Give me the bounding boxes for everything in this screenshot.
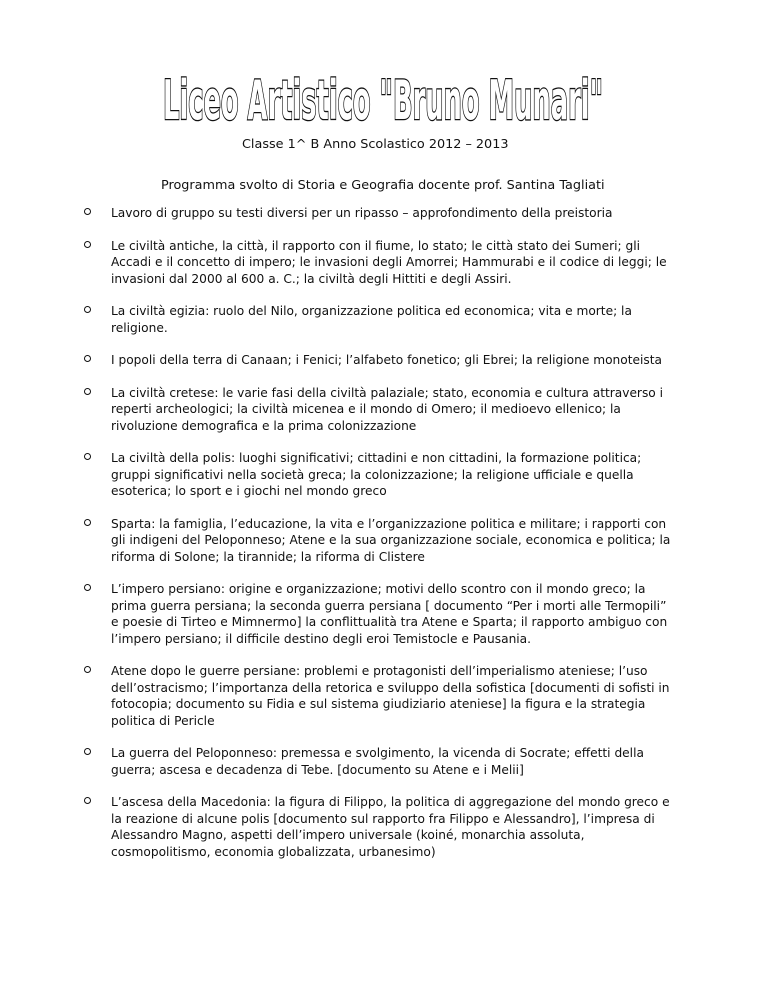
- circle-bullet-icon: [84, 584, 91, 591]
- program-topic-list: [111, 205, 671, 860]
- list-item: La civiltà cretese: le varie fasi della civiltà palaziale; stato, economia e cultura attraverso i reperti archeologici; la civiltà micenea e il mondo di Omero; il medioevo ellenico; la rivoluzione demografica e la prima colonizzazione: [111, 385, 671, 435]
- circle-bullet-icon: [84, 797, 91, 804]
- school-title: Liceo Artistico "Bruno Munari": [163, 69, 603, 130]
- circle-bullet-icon: [84, 208, 91, 215]
- school-title-logo: [158, 64, 608, 130]
- circle-bullet-icon: [84, 453, 91, 460]
- circle-bullet-icon: [84, 388, 91, 395]
- program-line: Programma svolto di Storia e Geografia docente prof. Santina Tagliati: [161, 178, 605, 193]
- class-year-line: Classe 1^ B Anno Scolastico 2012 – 2013: [242, 137, 509, 152]
- list-item: Atene dopo le guerre persiane: problemi e protagonisti dell’imperialismo ateniese; l’uso dell’ostracismo; l’importanza della retorica e sviluppo della sofistica [documenti di sofisti in fotocopia; documento su Fidia e sul sistema giudiziario ateniese] la figura e la strategia politica di Pericle: [111, 663, 671, 729]
- list-item: Sparta: la famiglia, l’educazione, la vita e l’organizzazione politica e militare; i rapporti con gli indigeni del Peloponneso; Atene e la sua organizzazione sociale, economica e politica; la riforma di Solone; la tirannide; la riforma di Clistere: [111, 516, 671, 566]
- list-item: Lavoro di gruppo su testi diversi per un ripasso – approfondimento della preistoria: [111, 205, 671, 222]
- circle-bullet-icon: [84, 748, 91, 755]
- circle-bullet-icon: [84, 519, 91, 526]
- list-item: L’ascesa della Macedonia: la figura di Filippo, la politica di aggregazione del mondo greco e la reazione di alcune polis [documento sul rapporto fra Filippo e Alessandro], l’impresa di Alessandro Magno, aspetti dell’impero universale (koiné, monarchia assoluta, cosmopolitismo, economia globalizzata, urbanesimo): [111, 794, 671, 860]
- list-item: Le civiltà antiche, la città, il rapporto con il fiume, lo stato; le città stato dei Sumeri; gli Accadi e il concetto di impero; le invasioni degli Amorrei; Hammurabi e il codice di leggi; le invasioni dal 2000 al 600 a. C.; la civiltà degli Hittiti e degli Assiri.: [111, 238, 671, 288]
- list-item: La civiltà della polis: luoghi significativi; cittadini e non cittadini, la formazione politica; gruppi significativi nella società greca; la colonizzazione; la religione ufficiale e quella esoterica; lo sport e i giochi nel mondo greco: [111, 450, 671, 500]
- list-item: La civiltà egizia: ruolo del Nilo, organizzazione politica ed economica; vita e morte; la religione.: [111, 303, 671, 336]
- circle-bullet-icon: [84, 306, 91, 313]
- circle-bullet-icon: [84, 666, 91, 673]
- list-item: La guerra del Peloponneso: premessa e svolgimento, la vicenda di Socrate; effetti della guerra; ascesa e decadenza di Tebe. [documento su Atene e i Melii]: [111, 745, 671, 778]
- circle-bullet-icon: [84, 241, 91, 248]
- list-item: I popoli della terra di Canaan; i Fenici; l’alfabeto fonetico; gli Ebrei; la religione monoteista: [111, 352, 671, 369]
- list-item: L’impero persiano: origine e organizzazione; motivi dello scontro con il mondo greco; la prima guerra persiana; la seconda guerra persiana [ documento “Per i morti alle Termopili” e poesie di Tirteo e Mimnermo] la conflittualità tra Atene e Sparta; il rapporto ambiguo con l’impero persiano; il difficile destino degli eroi Temistocle e Pausania.: [111, 581, 671, 647]
- circle-bullet-icon: [84, 355, 91, 362]
